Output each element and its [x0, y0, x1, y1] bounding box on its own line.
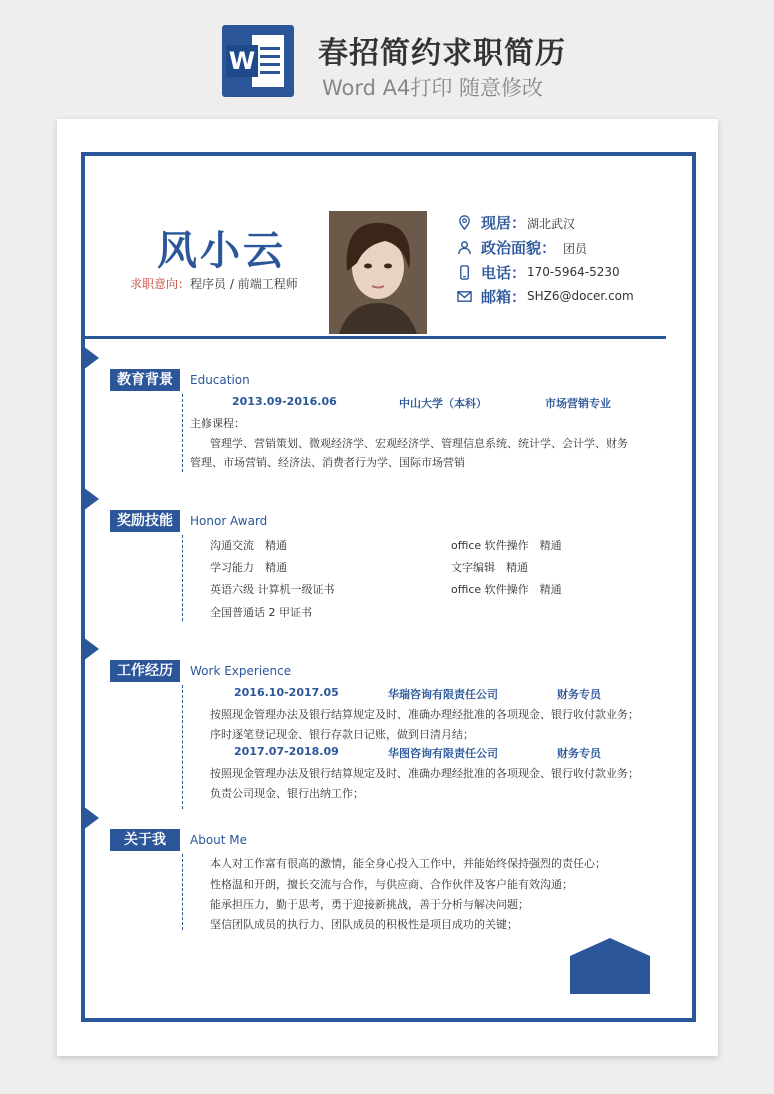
education-school: 中山大学（本科） [399, 397, 487, 410]
section-subtitle-education: Education [190, 373, 250, 387]
portrait-image [329, 211, 427, 334]
section-title-honors: 奖励技能 [110, 510, 180, 532]
about-line: 本人对工作富有很高的激情，能全身心投入工作中，并能始终保持强烈的责任心； [210, 857, 606, 870]
honor-item: office 软件操作 精通 [451, 539, 562, 552]
profile-photo [329, 211, 427, 334]
phone-icon [457, 265, 472, 280]
section-arrow [83, 806, 99, 830]
section-guide-line [182, 685, 183, 809]
section-guide-line [182, 394, 183, 472]
phone-label: 电话： [481, 264, 527, 282]
honor-item: 英语六级 计算机一级证书 [210, 583, 335, 596]
honor-item: office 软件操作 精通 [451, 583, 562, 596]
job-duty: 负责公司现金、银行出纳工作； [210, 787, 364, 800]
page-subtitle: Word A4打印 随意修改 [322, 76, 544, 100]
job-company: 华瑞咨询有限责任公司 [388, 688, 498, 701]
location-label: 现居： [481, 214, 527, 232]
header-divider [83, 336, 666, 339]
phone-value: 170-5964-5230 [527, 265, 620, 279]
job-company: 华图咨询有限责任公司 [388, 747, 498, 760]
location-icon [457, 215, 472, 230]
section-subtitle-about: About Me [190, 833, 248, 847]
job-duty: 序时逐笔登记现金、银行存款日记账，做到日清月结； [210, 728, 474, 741]
courses-line: 管理、市场营销、经济法、消费者行为学、国际市场营销 [190, 456, 465, 469]
section-guide-line [182, 535, 183, 621]
section-arrow [83, 346, 99, 370]
location-value: 湖北武汉 [527, 217, 576, 231]
resume-paper [57, 119, 718, 1056]
job-role: 财务专员 [557, 688, 601, 701]
section-guide-line [182, 854, 183, 930]
about-line: 坚信团队成员的执行力、团队成员的积极性是项目成功的关键； [210, 918, 518, 931]
job-intent [130, 275, 298, 292]
job-intent-value: 程序员 / 前端工程师 [190, 277, 298, 291]
candidate-name: 风小云 [157, 228, 286, 274]
section-title-education: 教育背景 [110, 369, 180, 391]
section-arrow [83, 637, 99, 661]
job-period: 2016.10-2017.05 [234, 686, 339, 699]
mail-icon [457, 289, 472, 304]
education-period: 2013.09-2016.06 [232, 395, 337, 408]
person-icon [457, 240, 472, 255]
section-title-work: 工作经历 [110, 660, 180, 682]
about-line: 性格温和开朗，擅长交流与合作，与供应商、合作伙伴及客户能有效沟通； [210, 878, 573, 891]
section-subtitle-work: Work Experience [190, 664, 292, 678]
honor-item: 沟通交流 精通 [210, 539, 287, 552]
page-title: 春招简约求职简历 [318, 36, 566, 71]
political-status-label: 政治面貌： [481, 239, 557, 257]
honor-item: 学习能力 精通 [210, 561, 287, 574]
job-period: 2017.07-2018.09 [234, 745, 339, 758]
honor-item: 文字编辑 精通 [451, 561, 528, 574]
section-title-about: 关于我 [110, 829, 180, 851]
email-label: 邮箱： [481, 288, 527, 306]
courses-label: 主修课程： [190, 417, 245, 430]
job-role: 财务专员 [557, 747, 601, 760]
section-subtitle-honors: Honor Award [190, 514, 268, 528]
job-duty: 按照现金管理办法及银行结算规定及时、准确办理经批准的各项现金、银行收付款业务； [210, 767, 639, 780]
courses-line: 管理学、营销策划、微观经济学、宏观经济学、管理信息系统、统计学、会计学、财务 [210, 437, 628, 450]
word-icon [222, 25, 294, 97]
political-status-value: 团员 [563, 242, 588, 256]
job-duty: 按照现金管理办法及银行结算规定及时、准确办理经批准的各项现金、银行收付款业务； [210, 708, 639, 721]
education-major: 市场营销专业 [545, 397, 611, 410]
job-intent-label: 求职意向： [130, 277, 191, 291]
about-line: 能承担压力，勤于思考，勇于迎接新挑战，善于分析与解决问题； [210, 898, 529, 911]
section-arrow [83, 487, 99, 511]
email-value: SHZ6@docer.com [527, 289, 634, 303]
corner-house-decoration [570, 938, 650, 994]
honor-item: 全国普通话 2 甲证书 [210, 606, 312, 619]
word-letter: W [226, 45, 258, 77]
